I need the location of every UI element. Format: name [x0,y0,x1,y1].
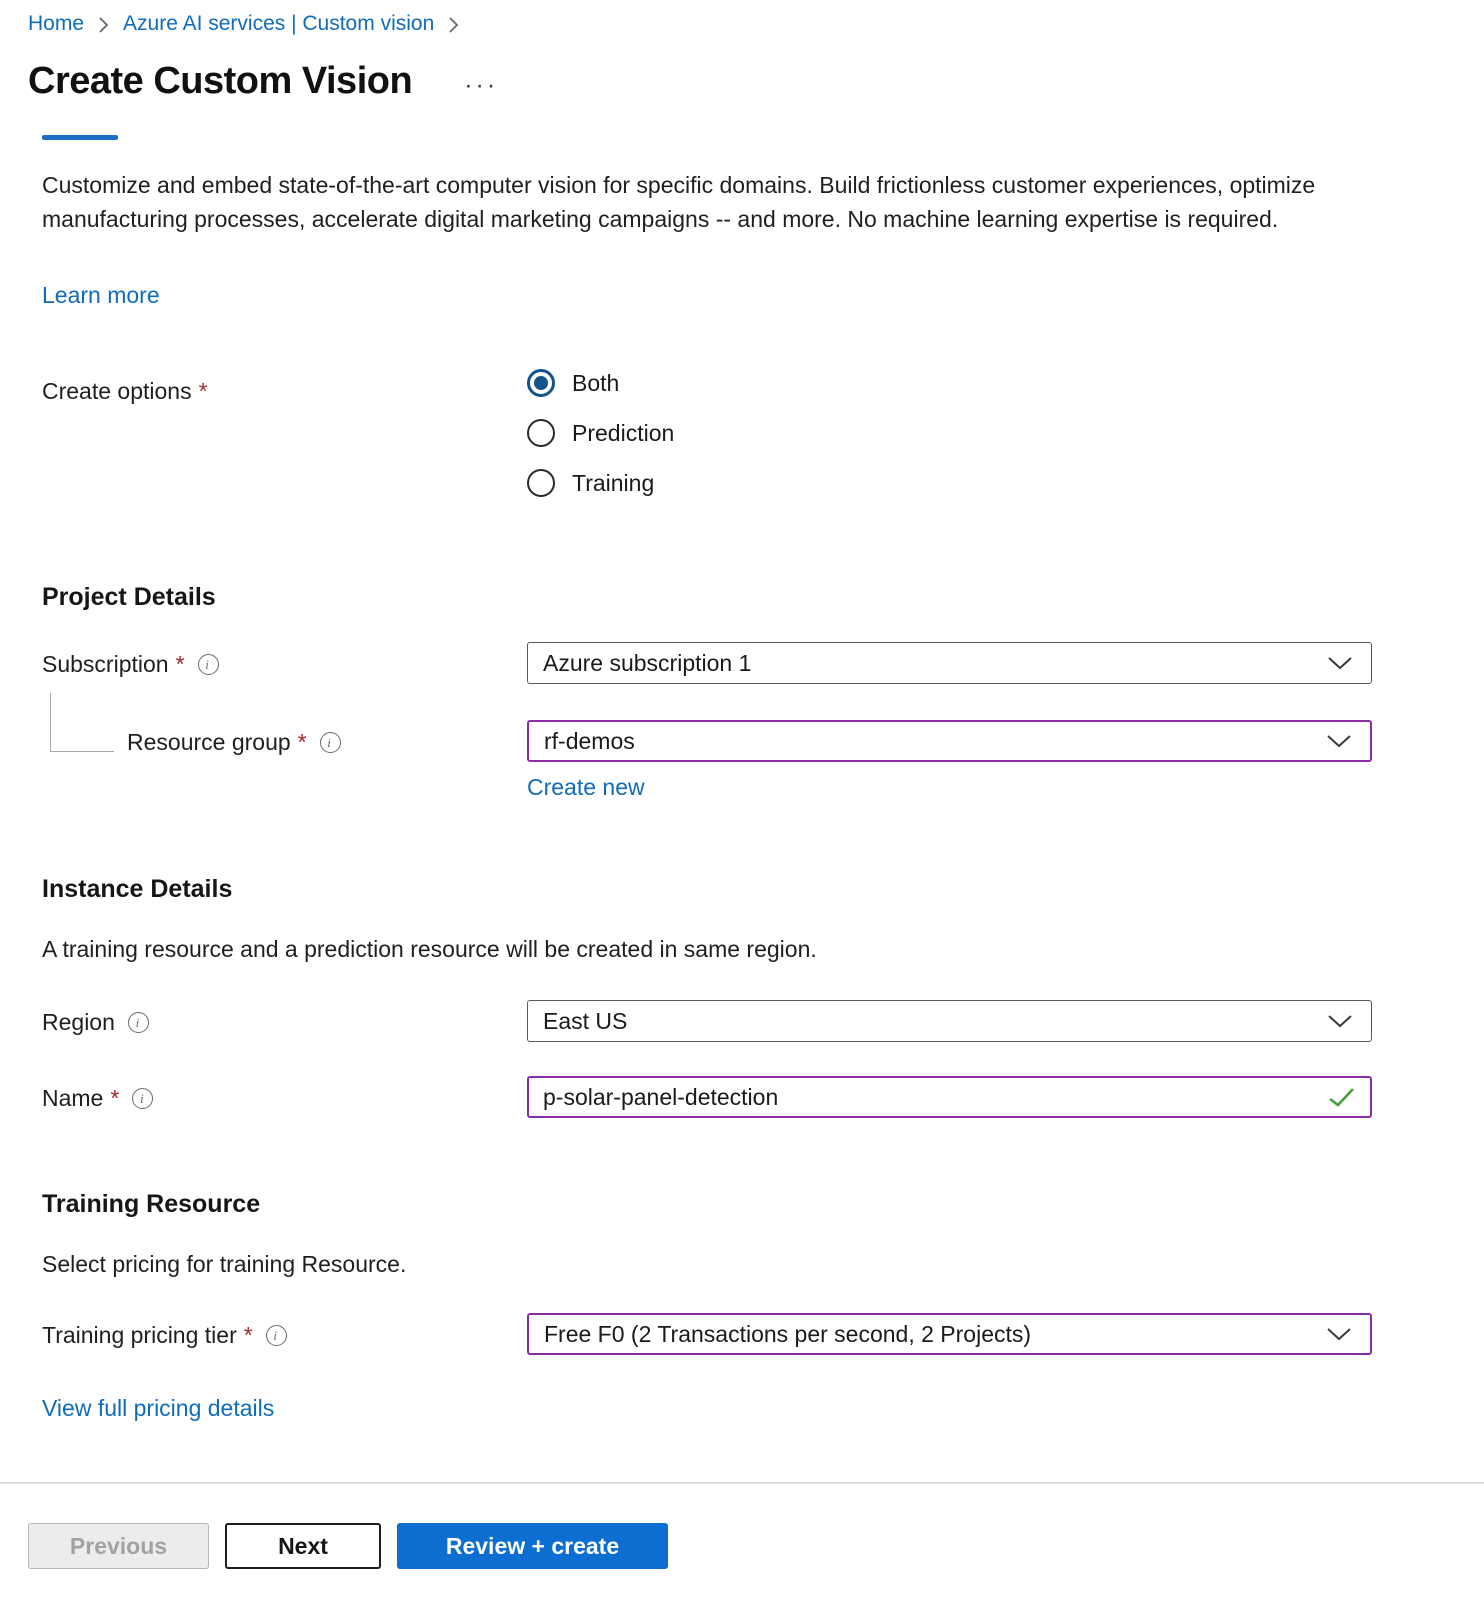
radio-option-prediction[interactable] [527,419,1372,447]
create-options-label: Create options * [42,378,208,404]
tab-indicator [42,135,118,140]
resource-group-dropdown[interactable] [527,720,1372,762]
create-options-radio-group [527,369,1372,519]
required-marker: * [110,1085,120,1111]
region-label: Region i [42,1000,527,1036]
required-marker: * [175,651,185,677]
page-title: Create Custom Vision [28,60,413,102]
radio-unselected-icon [527,469,555,497]
radio-unselected-icon [527,419,555,447]
required-marker: * [198,378,208,404]
learn-more-link[interactable]: Learn more [42,282,160,308]
training-resource-heading: Training Resource [42,1190,261,1218]
training-resource-description: Select pricing for training Resource. [42,1251,407,1277]
info-icon[interactable]: i [128,1012,149,1033]
radio-label: Training [572,469,655,496]
radio-option-both[interactable] [527,369,1372,397]
next-button[interactable]: Next [225,1523,381,1569]
training-pricing-tier-value: Free F0 (2 Transactions per second, 2 Projects) [544,1320,1032,1347]
info-icon[interactable]: i [132,1088,153,1109]
chevron-down-icon [1326,1327,1352,1342]
name-label: Name * i [42,1076,527,1112]
region-value: East US [543,1007,628,1034]
chevron-right-icon [96,14,111,36]
required-marker: * [297,729,307,755]
chevron-down-icon [1327,1014,1353,1029]
info-icon[interactable]: i [320,732,341,753]
resource-group-value: rf-demos [544,727,635,754]
info-icon[interactable]: i [198,654,219,675]
chevron-down-icon [1326,734,1352,749]
required-marker: * [243,1322,253,1348]
resource-group-label: Resource group * i [42,720,527,756]
info-icon[interactable]: i [266,1325,287,1346]
footer-action-bar [0,1482,1484,1569]
name-input[interactable] [527,1076,1372,1118]
review-create-button[interactable]: Review + create [397,1523,668,1569]
instance-details-description: A training resource and a prediction resource will be created in same region. [42,936,817,962]
training-pricing-tier-label: Training pricing tier * i [42,1313,527,1349]
radio-label: Both [572,369,620,396]
chevron-down-icon [1327,656,1353,671]
breadcrumb-home-link[interactable]: Home [28,12,85,35]
breadcrumb [28,12,1456,36]
radio-selected-icon [527,369,555,397]
previous-button[interactable]: Previous [28,1523,209,1569]
subscription-value: Azure subscription 1 [543,649,752,676]
training-pricing-tier-dropdown[interactable] [527,1313,1372,1355]
checkmark-icon [1328,1087,1356,1113]
subscription-dropdown[interactable] [527,642,1372,684]
intro-description: Customize and embed state-of-the-art computer vision for specific domains. Build frictionless customer experiences, optimize manufacturing processes, accelerate digital marketing campaigns -- and more. No machine learning expertise is required. [42,172,1316,232]
project-details-heading: Project Details [42,583,216,611]
more-options-button[interactable]: ··· [464,71,499,99]
chevron-right-icon [446,14,461,36]
instance-details-heading: Instance Details [42,875,233,903]
create-new-link[interactable]: Create new [527,774,645,800]
view-pricing-details-link[interactable]: View full pricing details [42,1395,275,1421]
region-dropdown[interactable] [527,1000,1372,1042]
radio-label: Prediction [572,419,675,446]
radio-option-training[interactable] [527,469,1372,497]
resource-group-connector-line [50,693,114,752]
breadcrumb-service-link[interactable]: Azure AI services | Custom vision [123,12,435,35]
subscription-label: Subscription * i [42,642,527,678]
